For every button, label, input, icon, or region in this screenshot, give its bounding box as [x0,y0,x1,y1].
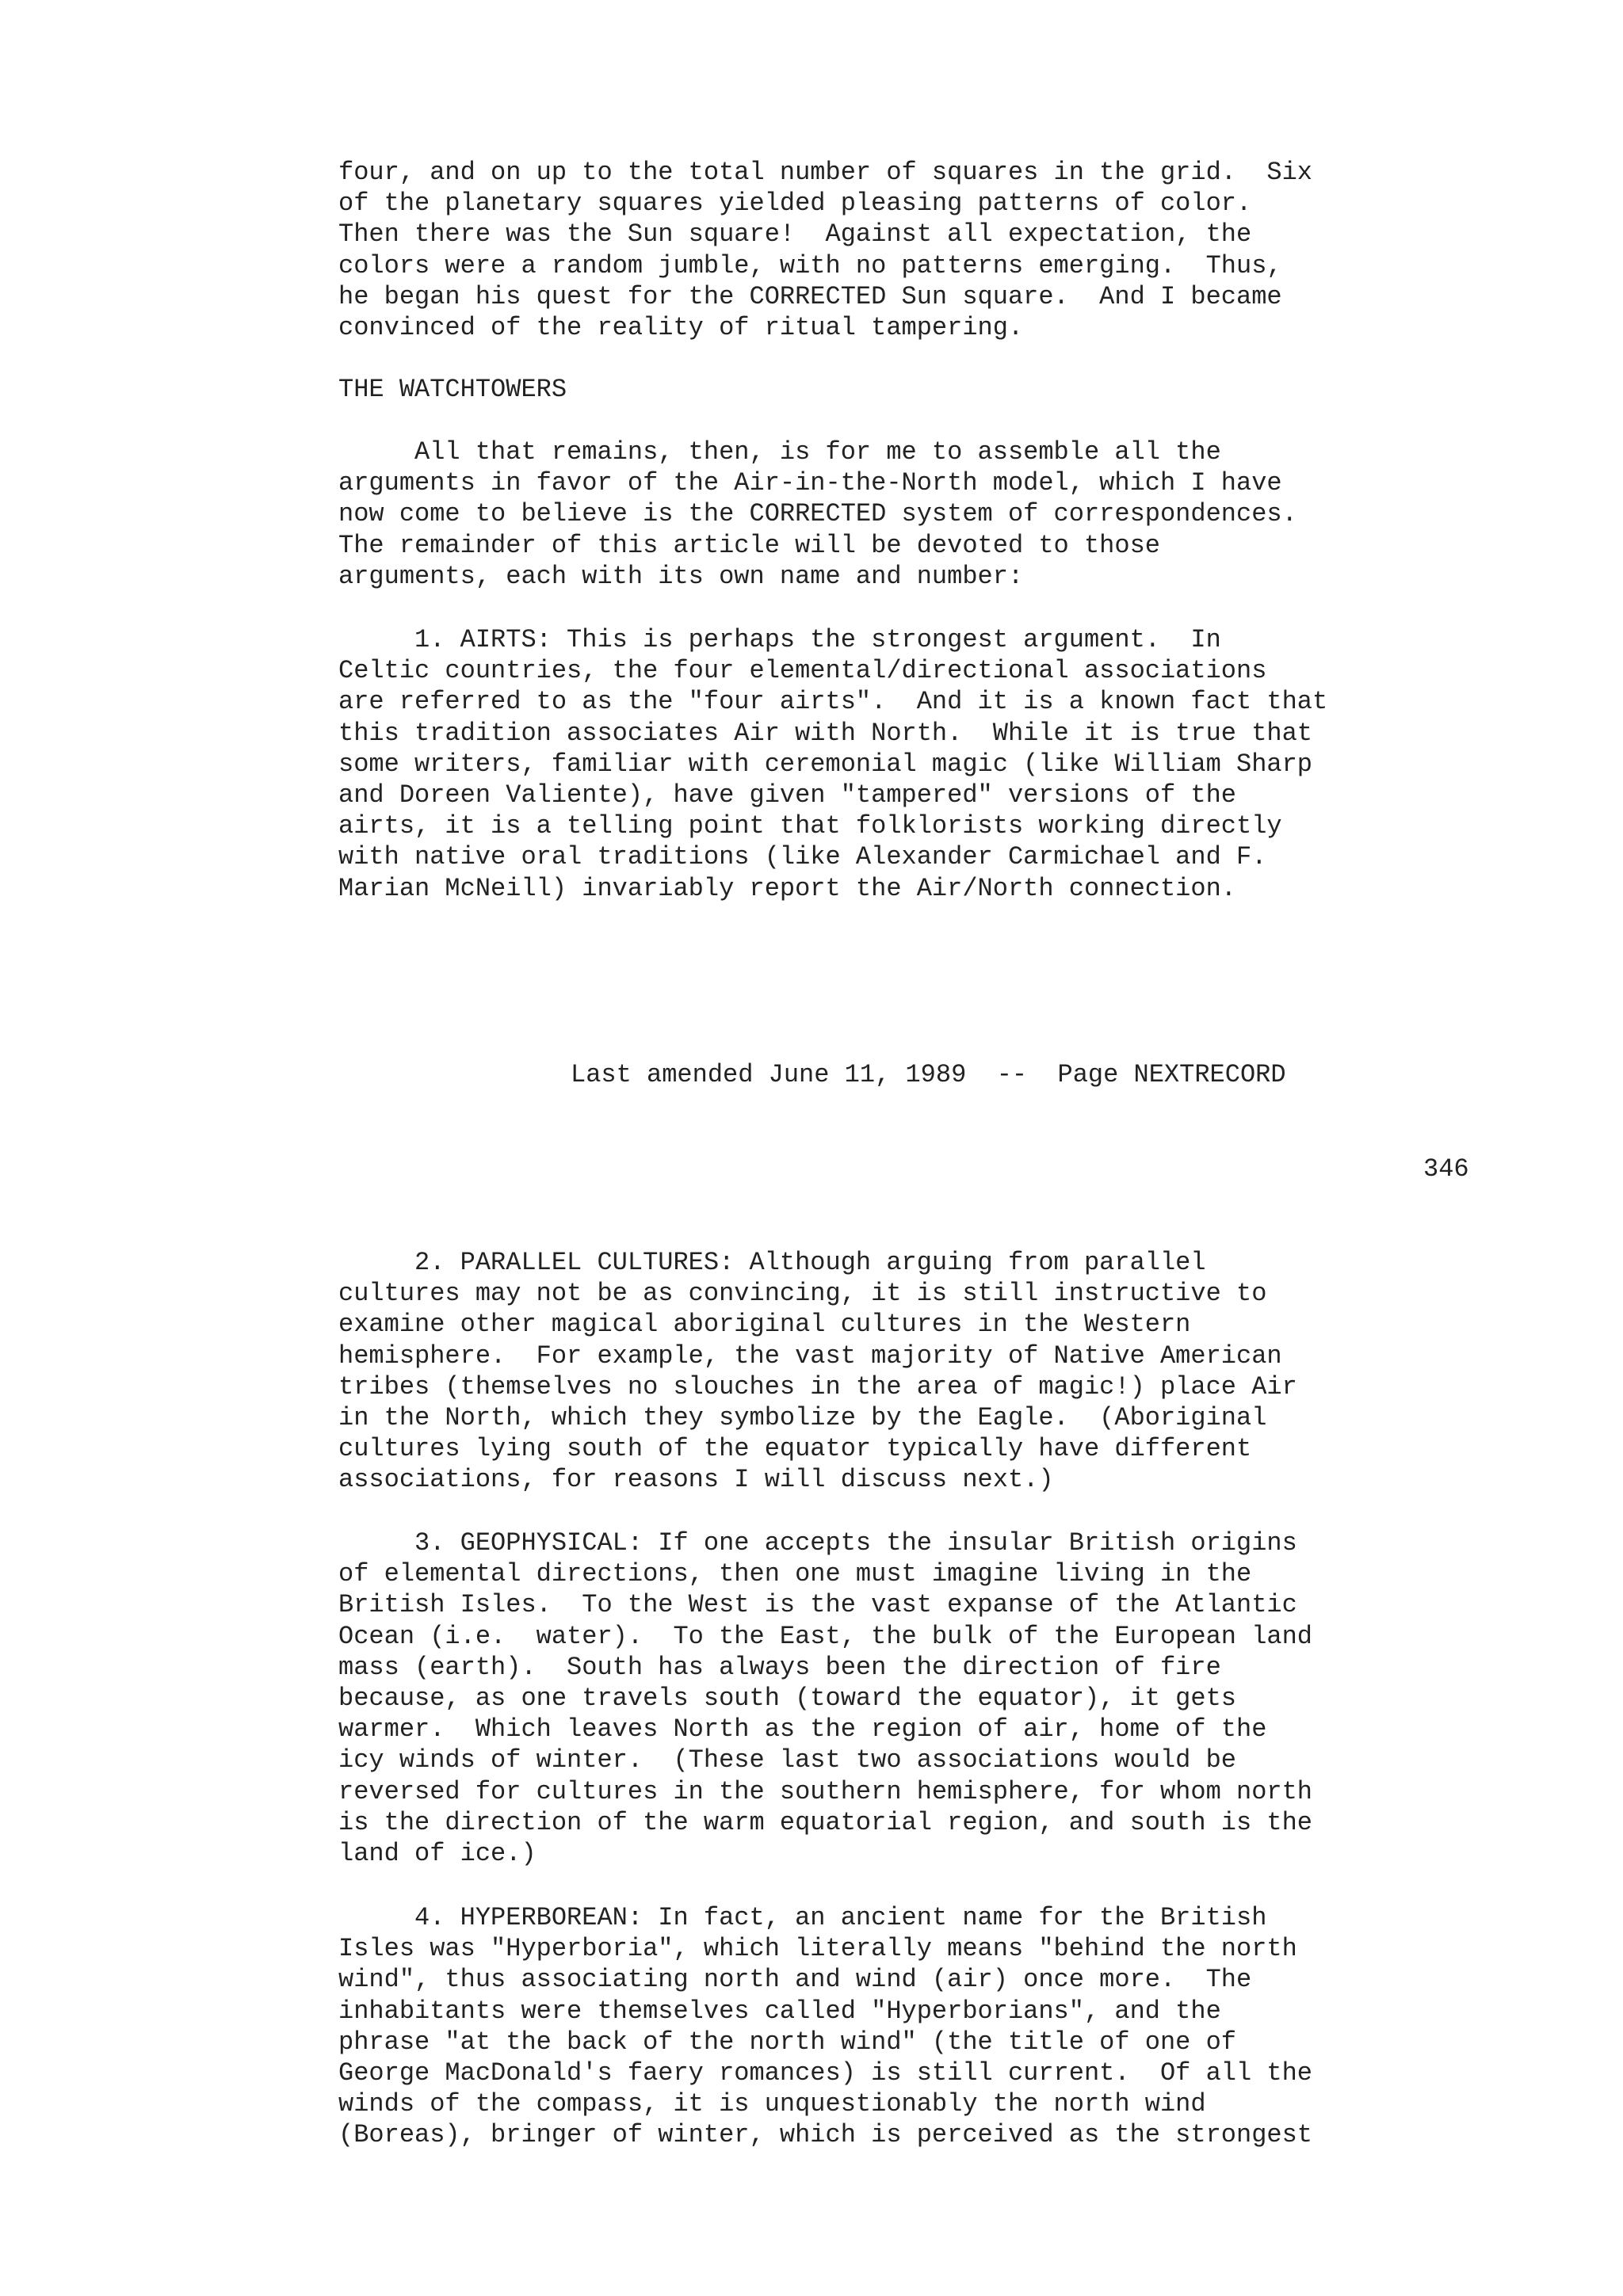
paragraph-intro-arguments: All that remains, then, is for me to assemble all the arguments in favor of the Air-in-the-North model, which I have now come to believe is the CORRECTED system of correspondences. The remainder of this article will be devoted to those arguments, each with its own name and number: [338,437,1297,591]
paragraph-argument-geophysical: 3. GEOPHYSICAL: If one accepts the insular British origins of elemental directions, then one must imagine living in the British Isles. To the West is the vast expanse of the Atlantic Ocean (i.e. water). To the East, the bulk of the European land mass (earth). South has always been the direction of fire because, as one travels south (toward the equator), it gets warmer. Which leaves North as the region of air, home of the icy winds of winter. (These last two associations would be reversed for cultures in the southern hemisphere, for whom north is the direction of the warm equatorial region, and south is the land of ice.) [338,1528,1312,1869]
paragraph-argument-parallel-cultures: 2. PARALLEL CULTURES: Although arguing from parallel cultures may not be as convincing, it is still instructive to examine other magical aboriginal cultures in the Western hemisphere. For example, the vast majority of Native American tribes (themselves no slouches in the area of magic!) place Air in the North, which they symbolize by the Eagle. (Aboriginal cultures lying south of the equator typically have different associations, for reasons I will discuss next.) [338,1248,1297,1495]
page-footer: Last amended June 11, 1989 -- Page NEXTRECORD [571,1060,1286,1089]
paragraph-magic-squares: four, and on up to the total number of squares in the grid. Six of the planetary squares yielded pleasing patterns of color. Then there was the Sun square! Against all expectation, the colors were a random jumble, with no patterns emerging. Thus, he began his quest for the CORRECTED Sun square. And I became convinced of the reality of ritual tampering. [338,158,1312,343]
section-heading-watchtowers: THE WATCHTOWERS [338,375,567,404]
page-number: 346 [1423,1154,1469,1184]
paragraph-argument-hyperborean: 4. HYPERBOREAN: In fact, an ancient name for the British Isles was "Hyperboria", which literally means "behind the north wind", thus associating north and wind (air) once more. The inhabitants were themselves called "Hyperborians", and the phrase "at the back of the north wind" (the title of one of George MacDonald's faery romances) is still current. Of all the winds of the compass, it is unquestionably the north wind (Boreas), bringer of winter, which is perceived as the strongest [338,1903,1312,2150]
paragraph-argument-airts: 1. AIRTS: This is perhaps the strongest argument. In Celtic countries, the four elemental/directional associations are referred to as the "four airts". And it is a known fact that this tradition associates Air with North. While it is true that some writers, familiar with ceremonial magic (like William Sharp and Doreen Valiente), have given "tampered" versions of the airts, it is a telling point that folklorists working directly with native oral traditions (like Alexander Carmichael and F. Marian McNeill) invariably report the Air/North connection. [338,625,1328,903]
